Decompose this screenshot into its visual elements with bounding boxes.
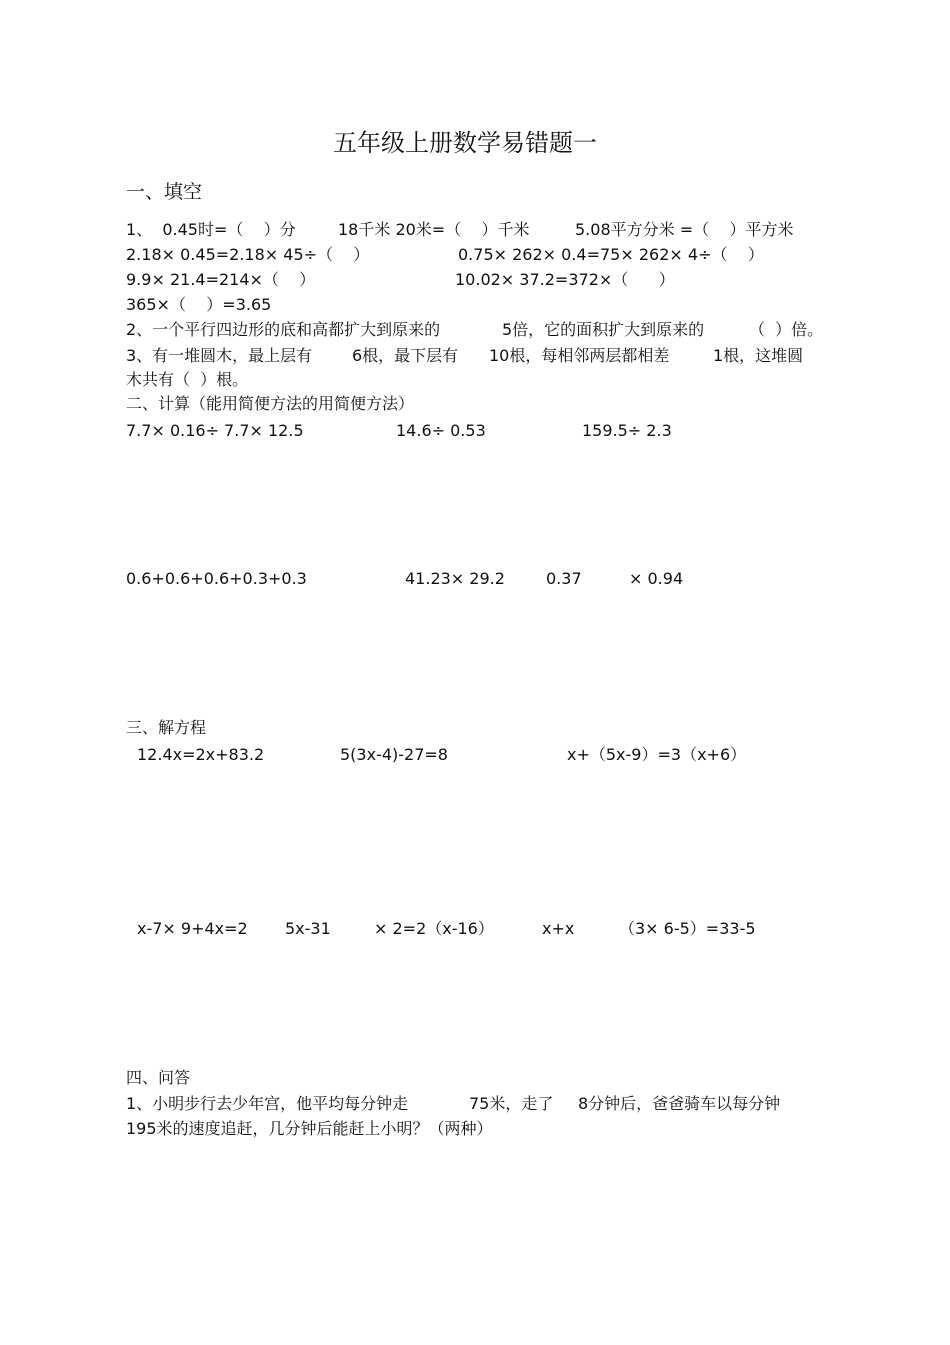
q2-part-b: 5倍，它的面积扩大到原来的 bbox=[502, 320, 705, 339]
equation: （3× 6-5）=33-5 bbox=[619, 919, 756, 938]
equation: x-7× 9+4x=2 bbox=[137, 919, 248, 938]
wp1-line2: 195米的速度追赶，几分钟后能赶上小明？（两种） bbox=[126, 1119, 493, 1138]
section-word-problems-heading: 四、问答 bbox=[126, 1068, 191, 1087]
calc-expression: 0.6+0.6+0.6+0.3+0.3 bbox=[126, 569, 307, 588]
calc-expression: 14.6÷ 0.53 bbox=[396, 421, 486, 440]
q1-part-h: 365×（ ）=3.65 bbox=[126, 295, 272, 314]
q1-part-f: 9.9× 21.4=214×（ ） bbox=[126, 270, 316, 289]
worksheet-title: 五年级上册数学易错题一 bbox=[333, 129, 597, 157]
calc-expression: 0.37 bbox=[546, 569, 582, 588]
q1-part-d: 2.18× 0.45=2.18× 45÷（ ） bbox=[126, 245, 370, 264]
equation: 12.4x=2x+83.2 bbox=[137, 745, 265, 764]
section-fill-in-heading: 一、填空 bbox=[126, 181, 203, 203]
q3-part-c: 10根，每相邻两层都相差 bbox=[489, 346, 670, 365]
equation: x+x bbox=[542, 919, 575, 938]
q2-part-a: 2、一个平行四边形的底和高都扩大到原来的 bbox=[126, 320, 441, 339]
q3-part-b: 6根，最下层有 bbox=[352, 346, 459, 365]
q1-part-g: 10.02× 37.2=372×（ ） bbox=[455, 270, 675, 289]
calc-expression: × 0.94 bbox=[629, 569, 684, 588]
q1-part-b: 18千米 20米=（ ）千米 bbox=[338, 220, 530, 239]
wp1-part-b: 75米，走了 bbox=[469, 1094, 554, 1113]
q2-part-c: （ ）倍。 bbox=[749, 320, 824, 339]
wp1-part-a: 1、小明步行去少年宫，他平均每分钟走 bbox=[126, 1094, 409, 1113]
q3-part-d: 1根，这堆圆 bbox=[713, 346, 804, 365]
equation: 5x-31 bbox=[285, 919, 331, 938]
section-calculation-heading: 二、计算（能用简便方法的用简便方法） bbox=[126, 394, 415, 413]
q1-part-a: 1、 0.45时=（ ）分 bbox=[126, 220, 296, 239]
equation: × 2=2（x-16） bbox=[374, 919, 494, 938]
q1-part-e: 0.75× 262× 0.4=75× 262× 4÷（ ） bbox=[458, 245, 764, 264]
q3-line2: 木共有（ ）根。 bbox=[126, 370, 249, 389]
q3-part-a: 3、有一堆圆木，最上层有 bbox=[126, 346, 313, 365]
calc-expression: 159.5÷ 2.3 bbox=[582, 421, 672, 440]
calc-expression: 41.23× 29.2 bbox=[405, 569, 505, 588]
section-equations-heading: 三、解方程 bbox=[126, 718, 207, 737]
q1-part-c: 5.08平方分米 =（ ）平方米 bbox=[575, 220, 794, 239]
calc-expression: 7.7× 0.16÷ 7.7× 12.5 bbox=[126, 421, 304, 440]
wp1-part-c: 8分钟后，爸爸骑车以每分钟 bbox=[578, 1094, 781, 1113]
equation: x+（5x-9）=3（x+6） bbox=[567, 745, 747, 764]
equation: 5(3x-4)-27=8 bbox=[340, 745, 448, 764]
